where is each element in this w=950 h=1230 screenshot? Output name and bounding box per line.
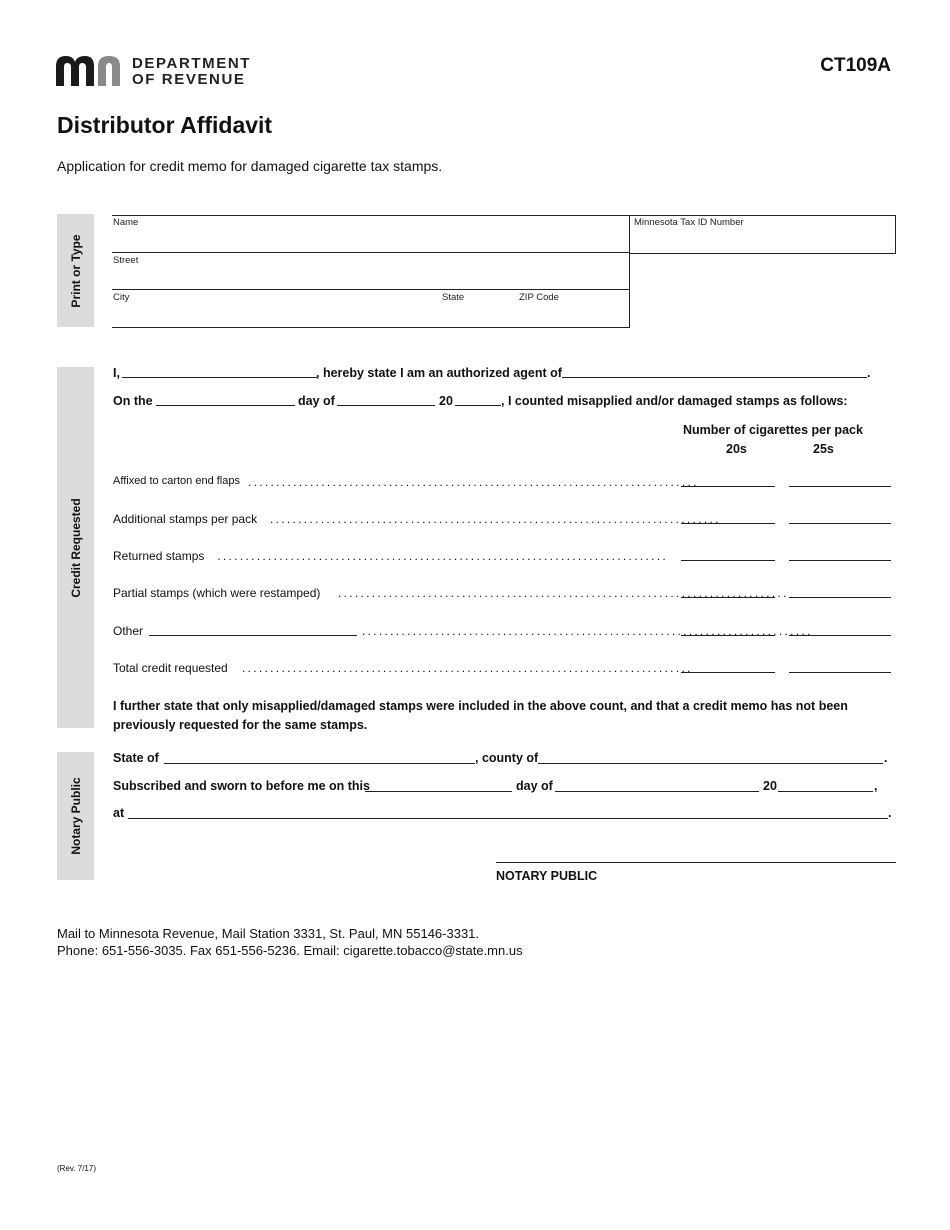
- table-header: Number of cigarettes per pack: [683, 423, 863, 437]
- statement-counted-text: , I counted misapplied and/or damaged stamps as follows:: [501, 394, 848, 408]
- notary-year-prefix: 20: [763, 779, 777, 793]
- name-label: Name: [113, 217, 139, 228]
- statement-on-the: On the: [113, 394, 153, 408]
- notary-county-line[interactable]: [538, 763, 883, 764]
- partial-20s-input[interactable]: [681, 597, 775, 598]
- mn-logo-icon: [56, 56, 124, 86]
- footer-mail: Mail to Minnesota Revenue, Mail Station 3331, St. Paul, MN 55146-3331.: [57, 926, 480, 941]
- city-label: City: [113, 292, 130, 303]
- notary-period: .: [884, 751, 888, 765]
- notary-comma: ,: [874, 779, 878, 793]
- total-25s-input[interactable]: [789, 672, 891, 673]
- notary-day-line[interactable]: [365, 791, 512, 792]
- company-line[interactable]: [562, 377, 867, 378]
- city-field[interactable]: [112, 290, 438, 326]
- year-line[interactable]: [455, 405, 501, 406]
- column-25s-header: 25s: [813, 442, 834, 456]
- credit-requested-tab: [57, 367, 94, 728]
- notary-signature-label: NOTARY PUBLIC: [496, 869, 598, 883]
- statement-period: .: [867, 366, 871, 380]
- zip-label: ZIP Code: [519, 292, 559, 303]
- print-or-type-tab: [57, 214, 94, 327]
- notary-signature-line[interactable]: [496, 862, 896, 863]
- row-label-total: Total credit requested: [113, 661, 228, 675]
- additional-20s-input[interactable]: [681, 523, 775, 524]
- leader-dots: ................................................................................: [362, 624, 813, 638]
- row-label-other: Other: [113, 624, 144, 638]
- state-label: State: [442, 292, 465, 303]
- column-20s-header: 20s: [726, 442, 747, 456]
- logo-line-2: OF REVENUE: [132, 71, 246, 88]
- affixed-20s-input[interactable]: [681, 486, 775, 487]
- leader-dots: ................................................................................: [217, 549, 668, 563]
- tax-id-label: Minnesota Tax ID Number: [634, 217, 744, 228]
- agent-name-line[interactable]: [122, 377, 317, 378]
- leader-dots: ................................................................................: [270, 512, 721, 526]
- further-statement: I further state that only misapplied/damaged stamps were included in the above count, and that a credit memo has not been previously requested for the same stamps.: [113, 699, 848, 732]
- month-line[interactable]: [337, 405, 435, 406]
- returned-25s-input[interactable]: [789, 560, 891, 561]
- statement-year-prefix: 20: [439, 394, 453, 408]
- notary-day-of: day of: [516, 779, 553, 793]
- page-subtitle: Application for credit memo for damaged cigarette tax stamps.: [57, 158, 443, 174]
- footer-phone-email: Phone: 651-556-3035. Fax 651-556-5236. Email: cigarette.tobacco@state.mn.us: [57, 943, 523, 958]
- total-20s-input[interactable]: [681, 672, 775, 673]
- notary-county-of: , county of: [475, 751, 539, 765]
- logo-line-1: DEPARTMENT: [132, 55, 252, 72]
- affixed-25s-input[interactable]: [789, 486, 891, 487]
- day-line[interactable]: [156, 405, 295, 406]
- logo-department-text: [132, 56, 251, 88]
- page-title: Distributor Affidavit: [57, 112, 273, 138]
- leader-dots: ................................................................................: [248, 475, 699, 489]
- notary-public-label: Notary Public: [68, 777, 83, 855]
- name-field[interactable]: [112, 215, 630, 253]
- street-field[interactable]: [112, 252, 630, 290]
- other-description-line[interactable]: [149, 635, 357, 636]
- row-label-partial: Partial stamps (which were restamped): [113, 586, 321, 600]
- street-label: Street: [113, 255, 139, 266]
- print-or-type-label: Print or Type: [68, 233, 83, 308]
- other-25s-input[interactable]: [789, 635, 891, 636]
- row-label-returned: Returned stamps: [113, 549, 205, 563]
- leader-dots: ................................................................................: [242, 661, 693, 675]
- partial-25s-input[interactable]: [789, 597, 891, 598]
- other-20s-input[interactable]: [681, 635, 775, 636]
- form-number: CT109A: [820, 55, 891, 76]
- notary-location-line[interactable]: [128, 818, 888, 819]
- mn-logo: [56, 56, 124, 91]
- additional-25s-input[interactable]: [789, 523, 891, 524]
- notary-subscribed: Subscribed and sworn to before me on this: [113, 779, 370, 793]
- notary-at: at: [113, 806, 125, 820]
- revision-label: (Rev. 7/17): [57, 1164, 96, 1173]
- notary-year-line[interactable]: [778, 791, 873, 792]
- footer-contact: [57, 925, 523, 959]
- statement-agent-text: , hereby state I am an authorized agent of: [316, 366, 562, 380]
- statement-i-prefix: I,: [113, 366, 120, 380]
- statement-day-of: day of: [298, 394, 335, 408]
- notary-month-line[interactable]: [555, 791, 759, 792]
- notary-public-tab: [57, 752, 94, 880]
- notary-location-period: .: [888, 806, 892, 820]
- returned-20s-input[interactable]: [681, 560, 775, 561]
- row-label-affixed: Affixed to carton end flaps: [113, 475, 240, 487]
- row-label-additional: Additional stamps per pack: [113, 512, 258, 526]
- notary-state-of: State of: [113, 751, 159, 765]
- credit-requested-label: Credit Requested: [68, 497, 83, 598]
- leader-dots: ................................................................................: [338, 586, 789, 600]
- notary-state-line[interactable]: [164, 763, 475, 764]
